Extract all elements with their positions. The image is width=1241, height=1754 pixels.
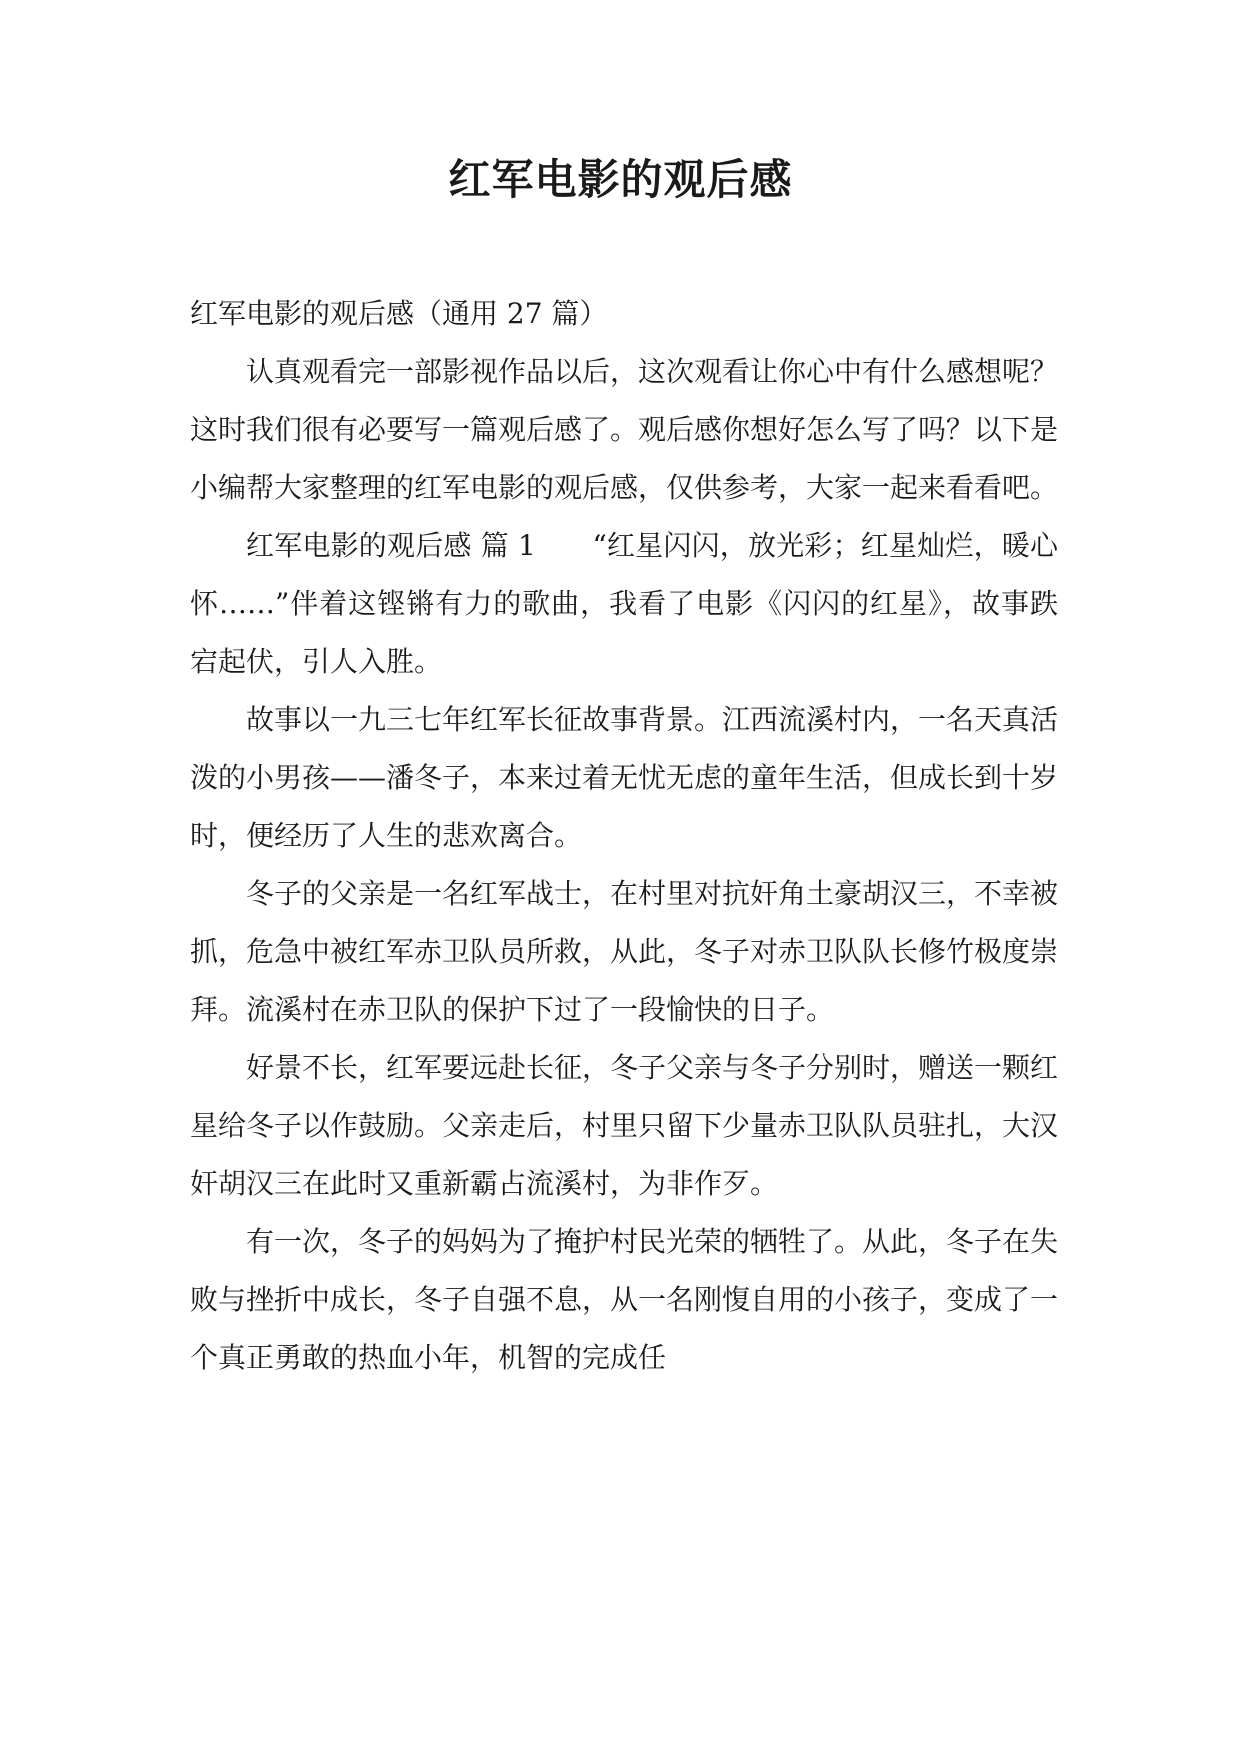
paragraph-3: 冬子的父亲是一名红军战士，在村里对抗奸角土豪胡汉三，不幸被抓，危急中被红军赤卫队员所救，从此，冬子对赤卫队队长修竹极度崇拜。流溪村在赤卫队的保护下过了一段愉快的日子。 (190, 877, 1059, 1026)
paragraph-intro: 认真观看完一部影视作品以后，这次观看让你心中有什么感想呢？这时我们很有必要写一篇观后感了。观后感你想好怎么写了吗？以下是小编帮大家整理的红军电影的观后感，仅供参考，大家一起来看看吧。 (190, 355, 1059, 504)
paragraph-5: 有一次，冬子的妈妈为了掩护村民光荣的牺牲了。从此，冬子在失败与挫折中成长，冬子自强不息，从一名刚愎自用的小孩子，变成了一个真正勇敢的热血小年，机智的完成任 (190, 1225, 1059, 1374)
paragraph-4: 好景不长，红军要远赴长征，冬子父亲与冬子分别时，赠送一颗红星给冬子以作鼓励。父亲走后，村里只留下少量赤卫队队员驻扎，大汉奸胡汉三在此时又重新霸占流溪村，为非作歹。 (190, 1051, 1059, 1200)
paragraph-1: 红军电影的观后感 篇 1 “红星闪闪，放光彩；红星灿烂，暖心怀……”伴着这铿锵有力的歌曲，我看了电影《闪闪的红星》，故事跌宕起伏，引人入胜。 (190, 529, 1058, 678)
document-subtitle: 红军电影的观后感（通用 27 篇） (190, 297, 608, 330)
document-body (190, 285, 1058, 1387)
paragraph-2: 故事以一九三七年红军长征故事背景。江西流溪村内，一名天真活泼的小男孩——潘冬子，本来过着无忧无虑的童年生活，但成长到十岁时，便经历了人生的悲欢离合。 (190, 703, 1059, 852)
document-title: 红军电影的观后感 (448, 155, 793, 204)
